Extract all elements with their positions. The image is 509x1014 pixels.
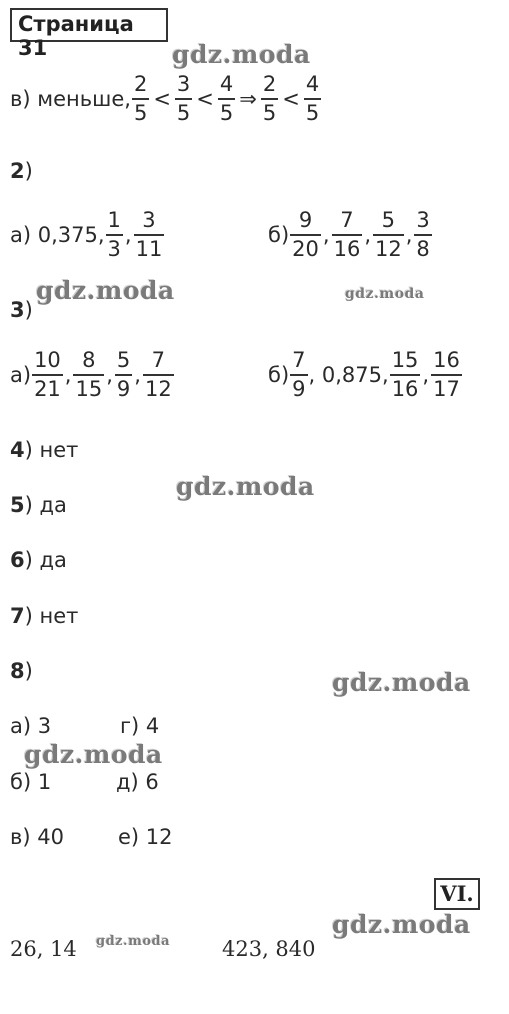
task-8-answer-e: е) 12: [118, 825, 173, 849]
task-number: 4: [10, 438, 25, 462]
fraction: [73, 350, 104, 400]
task-3b: [268, 350, 463, 400]
less-than-sign: <: [153, 87, 171, 111]
fraction: [332, 210, 363, 260]
task-8-heading: [10, 659, 33, 683]
task-2a: [10, 210, 165, 260]
numerator: 4: [305, 72, 320, 96]
fraction: [290, 210, 321, 260]
task-number: 5: [10, 493, 25, 517]
fraction: [218, 74, 235, 124]
comma: ,: [106, 363, 113, 387]
comma: ,: [134, 363, 141, 387]
denominator: 5: [132, 98, 149, 124]
comma: ,: [422, 363, 430, 387]
answer-label: б): [268, 223, 290, 247]
denominator: 20: [290, 234, 321, 260]
task-7: [10, 604, 78, 628]
numerator: 10: [34, 348, 61, 372]
comma: ,: [64, 363, 72, 387]
less-than-sign: <: [196, 87, 214, 111]
numerator: 2: [262, 72, 277, 96]
task-paren: ): [24, 659, 33, 683]
page-title: Страница 31: [10, 8, 168, 42]
denominator: 5: [261, 98, 278, 124]
task-answer: ) да: [24, 493, 67, 517]
watermark: gdz.moda: [332, 910, 471, 939]
numerator: 16: [433, 348, 460, 372]
fraction: [143, 350, 174, 400]
denominator: 17: [431, 374, 462, 400]
numerator: 8: [82, 348, 96, 372]
fraction: [390, 350, 421, 400]
fraction: [115, 350, 132, 400]
answer-left: 26, 14: [10, 937, 77, 961]
fraction: [414, 210, 431, 260]
watermark: gdz.moda: [332, 668, 471, 697]
numerator: 4: [219, 72, 234, 96]
denominator: 12: [143, 374, 174, 400]
task-5: [10, 493, 67, 517]
fraction: [32, 350, 63, 400]
denominator: 12: [373, 234, 404, 260]
numerator: 3: [416, 208, 430, 232]
numerator: 15: [391, 348, 419, 372]
task-number: 7: [10, 604, 25, 628]
fraction: [134, 210, 165, 260]
fraction: [175, 74, 192, 124]
line-v-prefix: в) меньше,: [10, 87, 131, 111]
numerator: 2: [133, 72, 148, 96]
task-number: 3: [10, 298, 25, 322]
fraction: [261, 74, 278, 124]
denominator: 3: [106, 234, 123, 260]
fraction: [373, 210, 404, 260]
fraction: [106, 210, 123, 260]
decimal-value: , 0,875,: [308, 363, 389, 387]
numerator: 7: [292, 348, 306, 372]
task-number: 8: [10, 659, 25, 683]
answer-right: 423, 840: [222, 937, 316, 961]
task-answer: ) нет: [24, 438, 79, 462]
task-2-heading: [10, 159, 33, 183]
denominator: 5: [218, 98, 235, 124]
denominator: 9: [290, 374, 307, 400]
numerator: 7: [151, 348, 166, 372]
fraction: [132, 74, 149, 124]
section-number: VI.: [434, 878, 480, 910]
numerator: 1: [107, 208, 121, 232]
numerator: 3: [176, 72, 191, 96]
watermark: gdz.moda: [172, 40, 311, 69]
denominator: 11: [134, 234, 165, 260]
task-answer: ) да: [24, 548, 67, 572]
less-than-sign: <: [282, 87, 300, 111]
denominator: 16: [332, 234, 363, 260]
numerator: 9: [298, 208, 313, 232]
fraction: [304, 74, 321, 124]
watermark: gdz.moda: [36, 276, 175, 305]
task-number: 2: [10, 159, 25, 183]
task-3-heading: [10, 298, 33, 322]
task-number: 6: [10, 548, 25, 572]
fraction: [431, 350, 462, 400]
task-8-answer-d: д) 6: [116, 770, 159, 794]
comma: ,: [124, 223, 132, 247]
numerator: 7: [340, 208, 354, 232]
numerator: 3: [142, 208, 156, 232]
denominator: 15: [73, 374, 104, 400]
task-8-answer-g: г) 4: [120, 714, 160, 738]
denominator: 16: [390, 374, 421, 400]
implies-sign: ⇒: [239, 87, 257, 111]
denominator: 21: [32, 374, 63, 400]
answer-label: б): [268, 363, 290, 387]
task-answer: ) нет: [24, 604, 79, 628]
task-8-answer-b: б) 1: [10, 770, 52, 794]
watermark: gdz.moda: [345, 286, 425, 302]
line-v: [10, 74, 322, 124]
answer-label: а): [10, 363, 32, 387]
denominator: 9: [115, 374, 132, 400]
fraction: [290, 350, 307, 400]
watermark: gdz.moda: [96, 934, 171, 949]
comma: ,: [405, 223, 413, 247]
denominator: 8: [414, 234, 431, 260]
task-8-answer-v: в) 40: [10, 825, 64, 849]
comma: ,: [364, 223, 371, 247]
numerator: 5: [381, 208, 396, 232]
watermark: gdz.moda: [24, 740, 163, 769]
answer-label: а) 0,375,: [10, 223, 105, 247]
task-paren: ): [24, 298, 33, 322]
denominator: 5: [304, 98, 321, 124]
comma: ,: [322, 223, 330, 247]
task-8-answer-a: а) 3: [10, 714, 52, 738]
task-4: [10, 438, 78, 462]
denominator: 5: [175, 98, 192, 124]
task-6: [10, 548, 67, 572]
numerator: 5: [116, 348, 131, 372]
watermark: gdz.moda: [176, 472, 315, 501]
task-paren: ): [24, 159, 33, 183]
task-3a: [10, 350, 175, 400]
task-2b: [268, 210, 433, 260]
